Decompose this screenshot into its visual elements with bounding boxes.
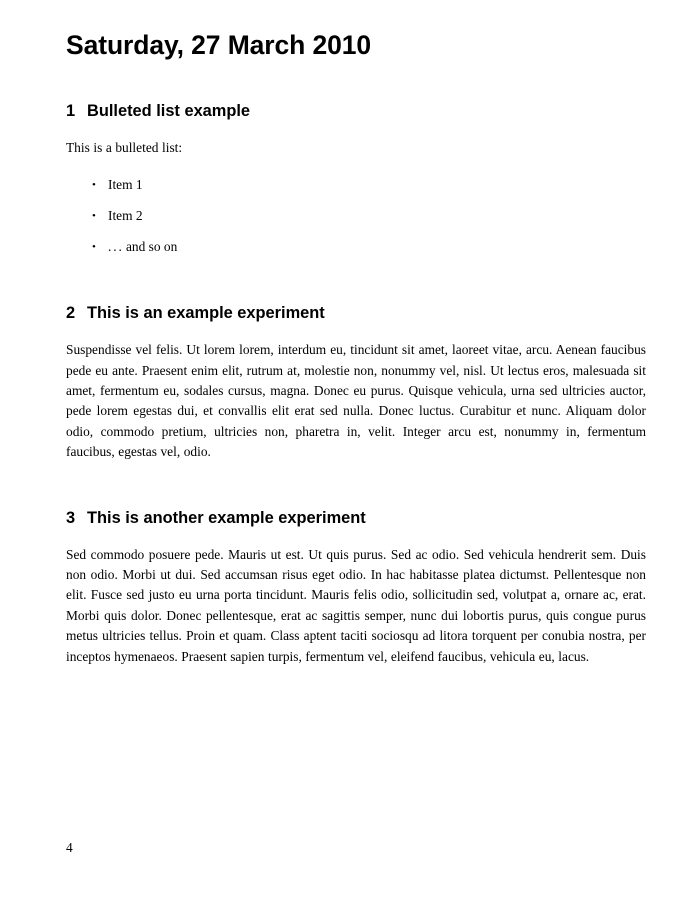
section-heading-2 <box>66 304 646 323</box>
section-heading-3 <box>66 509 646 528</box>
page-title: Saturday, 27 March 2010 <box>66 30 372 60</box>
list-item <box>66 237 646 257</box>
section-number-2: 2 <box>66 304 76 323</box>
list-item-ellipsis: ... <box>108 239 124 255</box>
list-item-label: and so on <box>125 239 178 255</box>
section-title-1: Bulleted list example <box>87 102 251 121</box>
section-2-paragraph: Suspendisse vel felis. Ut lorem lorem, interdum eu, tincidunt sit amet, laoreet vitae, arcu. Aenean faucibus pede eu ante. Praesent enim elit, rutrum at, molestie non, nonummy vel, nisl. Ut lectus eros, malesuada sit amet, fermentum eu, sodales cursus, magna. Donec eu purus. Quisque vehicula, urna sed ultricies auctor, pede lorem egestas dui, et convallis elit erat sed nulla. Donec luctus. Curabitur et nunc. Aliquam dolor odio, commodo pretium, ultricies non, pharetra in, velit. Integer arcu est, nonummy in, fermentum faucibus, egestas vel, odio. <box>66 342 646 460</box>
section-title-3: This is another example experiment <box>87 508 366 527</box>
section-heading-1 <box>66 102 646 121</box>
section-number-3: 3 <box>66 508 76 527</box>
bullet-icon: • <box>92 210 96 223</box>
page-number: 4 <box>66 840 73 855</box>
list-item-label: Item 1 <box>108 177 143 193</box>
section-title-2: This is an example experiment <box>87 304 325 323</box>
page-content <box>66 0 646 667</box>
bullet-icon: • <box>92 241 96 254</box>
section-number-1: 1 <box>66 102 76 121</box>
bullet-icon: • <box>92 179 96 192</box>
list-item <box>66 206 646 226</box>
bulleted-list <box>66 175 646 257</box>
section-3-paragraph: Sed commodo posuere pede. Mauris ut est. Ut quis purus. Sed ac odio. Sed vehicula hendrerit sem. Duis non odio. Morbi ut dui. Sed accumsan risus eget odio. In hac habitasse platea dictumst. Pellentesque non elit. Fusce sed justo eu urna porta tincidunt. Mauris felis odio, sollicitudin sed, volutpat a, ornare ac, erat. Morbi quis dolor. Donec pellentesque, erat ac sagittis semper, nunc dui lobortis purus, quis congue purus metus ultricies tellus. Proin et quam. Class aptent taciti sociosqu ad litora torquent per conubia nostra, per inceptos hymenaeos. Praesent sapien turpis, fermentum vel, eleifend faucibus, vehicula eu, lacus. <box>66 546 646 664</box>
list-item <box>66 175 646 195</box>
list-item-label: Item 2 <box>108 208 143 224</box>
bulleted-list-intro: This is a bulleted list: <box>66 140 183 155</box>
